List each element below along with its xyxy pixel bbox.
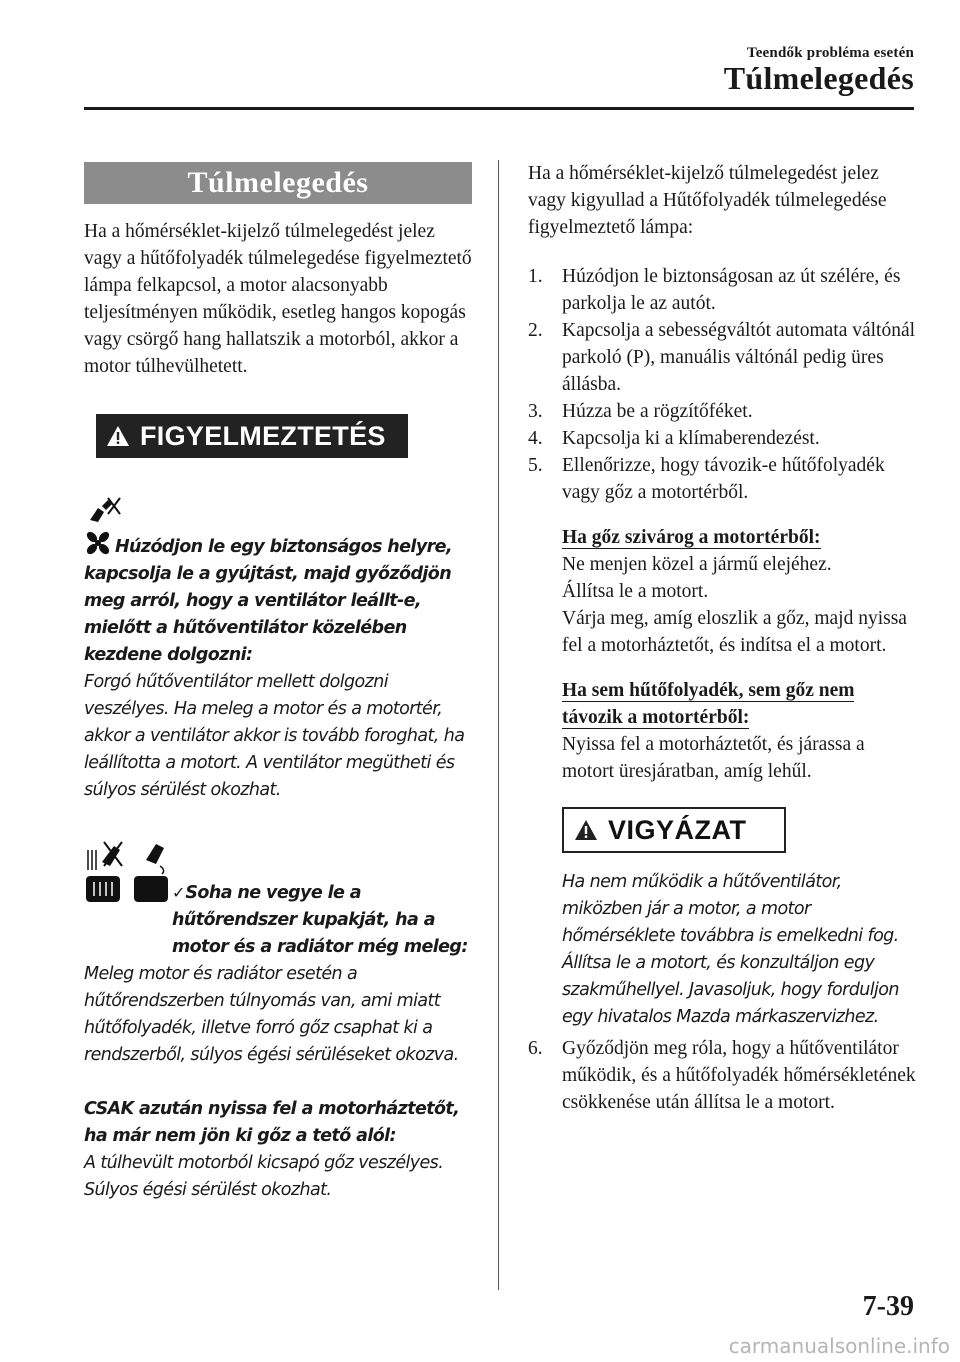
warning-label: FIGYELMEZTETÉS <box>140 420 386 451</box>
no-radiator-cap-hot-icon <box>84 840 124 904</box>
no-steam-text: Nyissa fel a motorháztetőt, és járassa a motort üresjáratban, amíg lehűl. <box>562 734 865 782</box>
watermark: carmanualsonline.info <box>728 1334 950 1358</box>
right-column <box>528 160 918 1116</box>
warning-box <box>96 414 408 458</box>
list-item: 6. Győződjön meg róla, hogy a hűtőventilátor működik, és a hűtőfolyadék hőmérsékletének csökkenése után állítsa le a motort. <box>528 1038 916 1113</box>
no-steam-block <box>562 677 918 785</box>
warning-triangle-icon <box>106 425 130 447</box>
warning-1-heading: Húzódjon le egy biztonságos helyre, kapcsolja le a gyújtást, majd győződjön meg arról, hogy a ventilátor leállt-e, mielőtt a hűtőventilátor közelében kezdene dolgozni: <box>84 537 452 665</box>
column-divider <box>498 160 499 1290</box>
header-rule <box>84 107 914 110</box>
steam-block <box>562 524 918 659</box>
list-item: 1. Húzódjon le biztonságosan az út szélére, és parkolja le az autót. <box>528 266 901 314</box>
intro-paragraph: Ha a hőmérséklet-kijelző túlmelegedést jelez vagy a hűtőfolyadék túlmelegedése figyelmeztető lámpa felkapcsol, a motor alacsonyabb teljesítményen működik, esetleg hangos kopogás vagy csörgő hang hallatszik a motorból, akkor a motor túlhevülhetett. <box>84 221 472 377</box>
no-steam-heading-1: Ha sem hűtőfolyadék, sem gőz nem <box>562 680 855 701</box>
caution-text: Ha nem működik a hűtőventilátor, miközben jár a motor, a motor hőmérséklete továbbra is emelkedni fog. Állítsa le a motort, és konzultáljon egy szakműhellyel. Javasoljuk, hogy forduljon egy hivatalos Mazda márkaszervizhez. <box>562 872 899 1027</box>
list-item: 2. Kapcsolja a sebességváltót automata váltónál parkoló (P), manuális váltónál pedig üres állásba. <box>528 320 916 395</box>
right-intro: Ha a hőmérséklet-kijelző túlmelegedést jelez vagy kigyullad a Hűtőfolyadék túlmelegedése figyelmeztető lámpa: <box>528 163 887 238</box>
section-subtitle: Teendők probléma esetén <box>746 45 914 61</box>
list-item: 3. Húzza be a rögzítőféket. <box>528 401 753 422</box>
steam-line-3: Várja meg, amíg eloszlik a gőz, majd nyissa fel a motorháztetőt, és indítsa el a motort. <box>562 608 907 656</box>
left-column <box>84 162 474 1204</box>
warning-2-text: Meleg motor és radiátor esetén a hűtőrendszerben túlnyomás van, ami miatt hűtőfolyadék, illetve forró gőz csaphat ki a rendszerből, súlyos égési sérüléseket okozva. <box>84 964 459 1065</box>
steam-line-1: Ne menjen közel a jármű elejéhez. <box>562 554 832 575</box>
warning-2-heading: Soha ne vegye le a hűtőrendszer kupakját, ha a motor és a radiátor még meleg: <box>172 883 468 957</box>
caution-triangle-icon <box>574 819 598 841</box>
steps-list <box>528 263 918 506</box>
fan-icon <box>84 530 112 556</box>
check-mark-icon: ✓ <box>172 883 186 902</box>
list-item: 4. Kapcsolja ki a klímaberendezést. <box>528 428 820 449</box>
page-title: Túlmelegedés <box>723 60 914 96</box>
page-number: 7-39 <box>862 1291 914 1322</box>
radiator-cap-cold-icon <box>132 840 172 904</box>
list-item: 5. Ellenőrizze, hogy távozik-e hűtőfolyadék vagy gőz a motortérből. <box>528 455 885 503</box>
no-steam-heading-2: távozik a motortérből: <box>562 707 750 728</box>
steam-heading: Ha gőz szivárog a motortérből: <box>562 527 821 548</box>
steam-line-2: Állítsa le a motort. <box>562 581 709 602</box>
warning-3-text: A túlhevült motorból kicsapó gőz veszélyes. Súlyos égési sérülést okozhat. <box>84 1153 444 1200</box>
warning-1-text: Forgó hűtőventilátor mellett dolgozni veszélyes. Ha meleg a motor és a motortér, akkor a ventilátor akkor is tovább foroghat, ha leállította a motort. A ventilátor megütheti és súlyos sérülést okozhat. <box>84 672 465 800</box>
caution-label: VIGYÁZAT <box>608 814 747 845</box>
warning-3-heading: CSAK azután nyissa fel a motorháztetőt, ha már nem jön ki gőz a tető alól: <box>84 1099 460 1146</box>
section-banner: Túlmelegedés <box>84 162 472 204</box>
no-hand-fan-icon <box>86 494 122 526</box>
caution-box <box>562 807 786 853</box>
